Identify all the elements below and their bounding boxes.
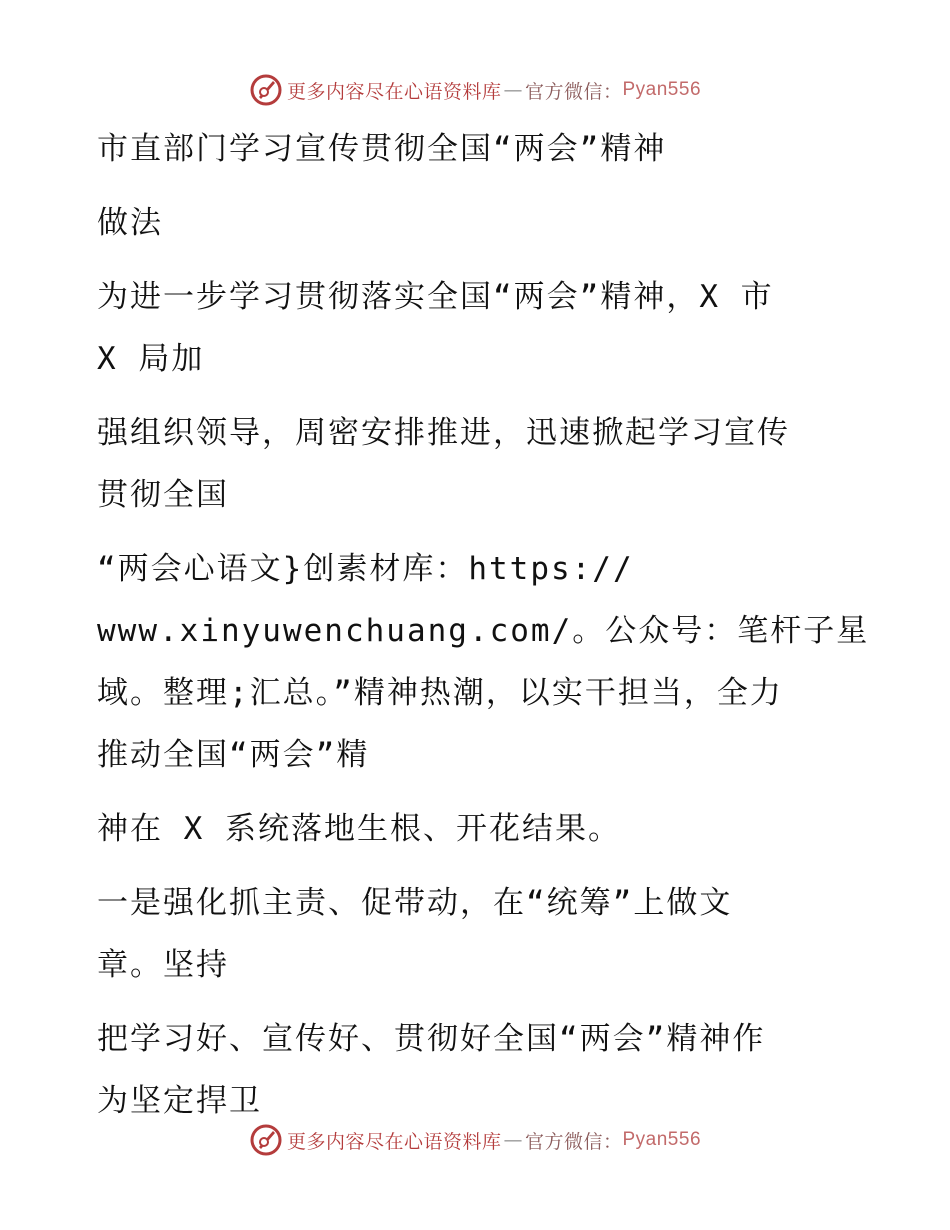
watermark-brand: 更多内容尽在心语资料库 — [286, 80, 502, 103]
quill-logo-icon — [249, 1123, 283, 1157]
quill-logo-icon — [249, 73, 283, 107]
watermark-brand: 更多内容尽在心语资料库 — [286, 1130, 502, 1153]
watermark-official-label: 官方微信： — [524, 1130, 623, 1153]
text-line: 章。坚持 — [97, 947, 229, 983]
text-line: 贯彻全国 — [97, 477, 229, 513]
text-line: “两会心语文}创素材库：https:// — [97, 551, 634, 587]
watermark-header — [0, 70, 950, 110]
watermark-dash: — — [503, 79, 523, 101]
text-line: 为进一步学习贯彻落实全国“两会”精神，X 市 — [97, 279, 774, 315]
text-line: 为坚定捍卫 — [97, 1083, 262, 1119]
watermark-wechat-id: Pyan556 — [622, 79, 702, 100]
watermark-dash: — — [503, 1129, 523, 1151]
paragraph-6 — [97, 872, 837, 996]
paragraph-1 — [97, 192, 837, 254]
paragraph-2 — [97, 266, 837, 390]
watermark-official-label: 官方微信： — [524, 80, 623, 103]
watermark-footer — [0, 1120, 950, 1160]
text-line: 强组织领导，周密安排推进，迅速掀起学习宣传 — [97, 415, 790, 451]
text-line: www.xinyuwenchuang.com/。公众号：笔杆子星 — [97, 613, 870, 649]
paragraph-3 — [97, 402, 837, 526]
text-line: 市直部门学习宣传贯彻全国“两会”精神 — [97, 131, 667, 167]
text-line: X 局加 — [97, 341, 205, 377]
paragraph-4 — [97, 538, 870, 786]
paragraph-7 — [97, 1008, 837, 1132]
text-line: 域。整理;汇总。”精神热潮，以实干担当，全力 — [97, 675, 783, 711]
text-line: 一是强化抓主责、促带动，在“统筹”上做文 — [97, 885, 733, 921]
watermark-wechat-id: Pyan556 — [622, 1129, 702, 1150]
paragraph-0 — [97, 118, 837, 180]
text-line: 神在 X 系统落地生根、开花结果。 — [97, 811, 621, 847]
text-line: 推动全国“两会”精 — [97, 737, 370, 773]
text-line: 把学习好、宣传好、贯彻好全国“两会”精神作 — [97, 1021, 766, 1057]
text-line: 做法 — [97, 205, 163, 241]
document-body — [97, 118, 870, 1132]
paragraph-5 — [97, 798, 837, 860]
